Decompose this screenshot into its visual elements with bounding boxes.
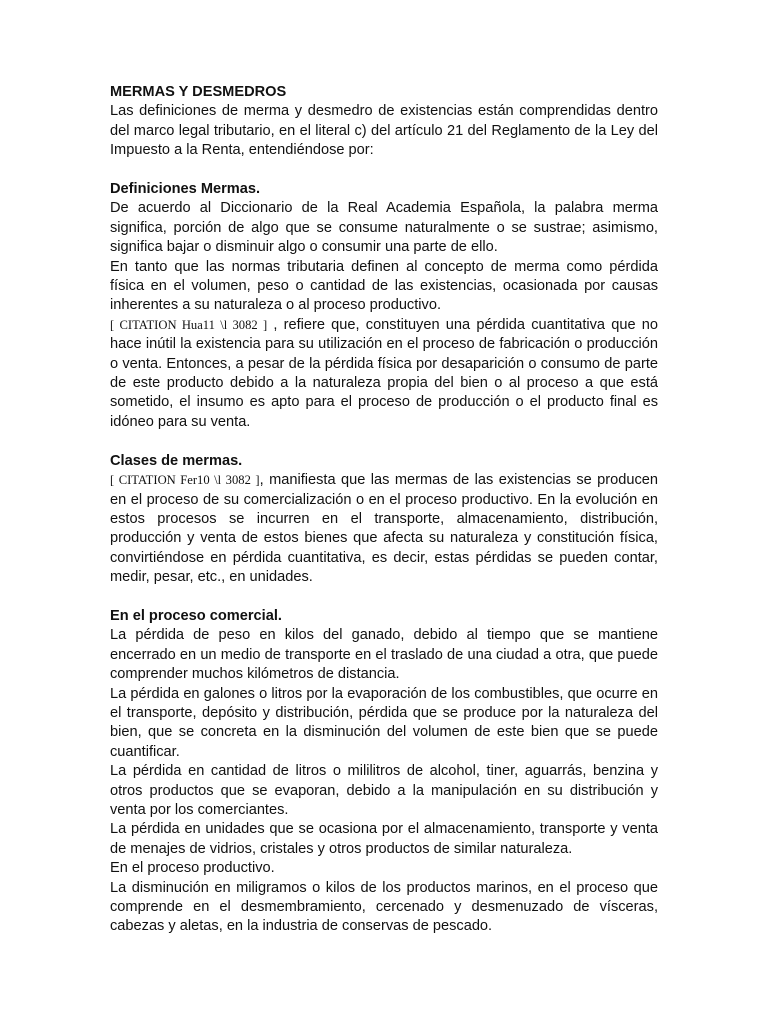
paragraph: La disminución en miligramos o kilos de los productos marinos, en el proceso que comprende en el desmembramiento, cercenado y desmenuzado de vísceras, cabezas y aletas, en la industria de conservas de pescado.	[110, 879, 658, 935]
section-heading-proceso-comercial: En el proceso comercial.	[110, 607, 282, 624]
paragraph-with-citation	[110, 316, 658, 432]
section-heading-clases: Clases de mermas.	[110, 452, 243, 469]
spacer	[110, 432, 658, 451]
paragraph-with-citation	[110, 471, 658, 587]
paragraph-text: , manifiesta que las mermas de las existencias se producen en el proceso de su comercialización o en el proceso productivo. En la evolución en estos procesos se incurren en el transporte, almacenamiento, distribución, producción y venta de estos bienes que afecta su naturaleza y constitución física, convirtiéndose en pérdida cuantitativa, es decir, estas pérdidas se pueden contar, medir, pesar, etc., en unidades.	[110, 472, 659, 586]
citation-field: [ CITATION Hua11 \l 3082 ]	[110, 317, 268, 332]
paragraph: De acuerdo al Diccionario de la Real Academia Española, la palabra merma significa, porción de algo que se consume naturalmente o se sustrae; asimismo, significa bajar o disminuir algo o consumir una parte de ello.	[110, 200, 658, 256]
spacer	[110, 161, 658, 180]
section-heading-definiciones: Definiciones Mermas.	[110, 181, 261, 198]
paragraph: La pérdida en cantidad de litros o mililitros de alcohol, tiner, aguarrás, benzina y otros productos que se evaporan, debido a la manipulación en su distribución y venta por los comerciantes.	[110, 763, 658, 818]
paragraph: La pérdida en galones o litros por la evaporación de los combustibles, que ocurre en el transporte, depósito y distribución, pérdida que se produce por la naturaleza del bien, que se concreta en la disminución del volumen de este bien que se puede cuantificar.	[110, 685, 658, 760]
paragraph: La pérdida de peso en kilos del ganado, debido al tiempo que se mantiene encerrado en un medio de transporte en el traslado de una ciudad a otra, que puede comprender muchos kilómetros de distancia.	[110, 627, 658, 683]
spacer	[110, 588, 658, 607]
paragraph-text: , refiere que, constituyen una pérdida cuantitativa que no hace inútil la existencia para su utilización en el proceso de fabricación o producción o venta. Entonces, a pesar de la pérdida física por desaparición o consumo de parte de este producto debido a la naturaleza propia del bien o al proceso a que está sometido, el insumo es apto para el proceso de producción o el producto final es idóneo para su venta.	[110, 316, 658, 430]
intro-paragraph: Las definiciones de merma y desmedro de existencias están comprendidas dentro del marco legal tributario, en el literal c) del artículo 21 del Reglamento de la Ley del Impuesto a la Renta, entendiéndose por:	[110, 103, 658, 159]
paragraph: La pérdida en unidades que se ocasiona por el almacenamiento, transporte y venta de menajes de vidrios, cristales y otros productos de similar naturaleza.	[110, 821, 658, 857]
document-title: MERMAS Y DESMEDROS	[110, 84, 287, 100]
paragraph: En el proceso productivo.	[110, 860, 275, 877]
paragraph: En tanto que las normas tributaria definen al concepto de merma como pérdida física en el volumen, peso o cantidad de las existencias, ocasionada por causas inherentes a su naturaleza o al proceso productivo.	[110, 258, 658, 314]
citation-field: [ CITATION Fer10 \l 3082 ]	[110, 473, 260, 488]
